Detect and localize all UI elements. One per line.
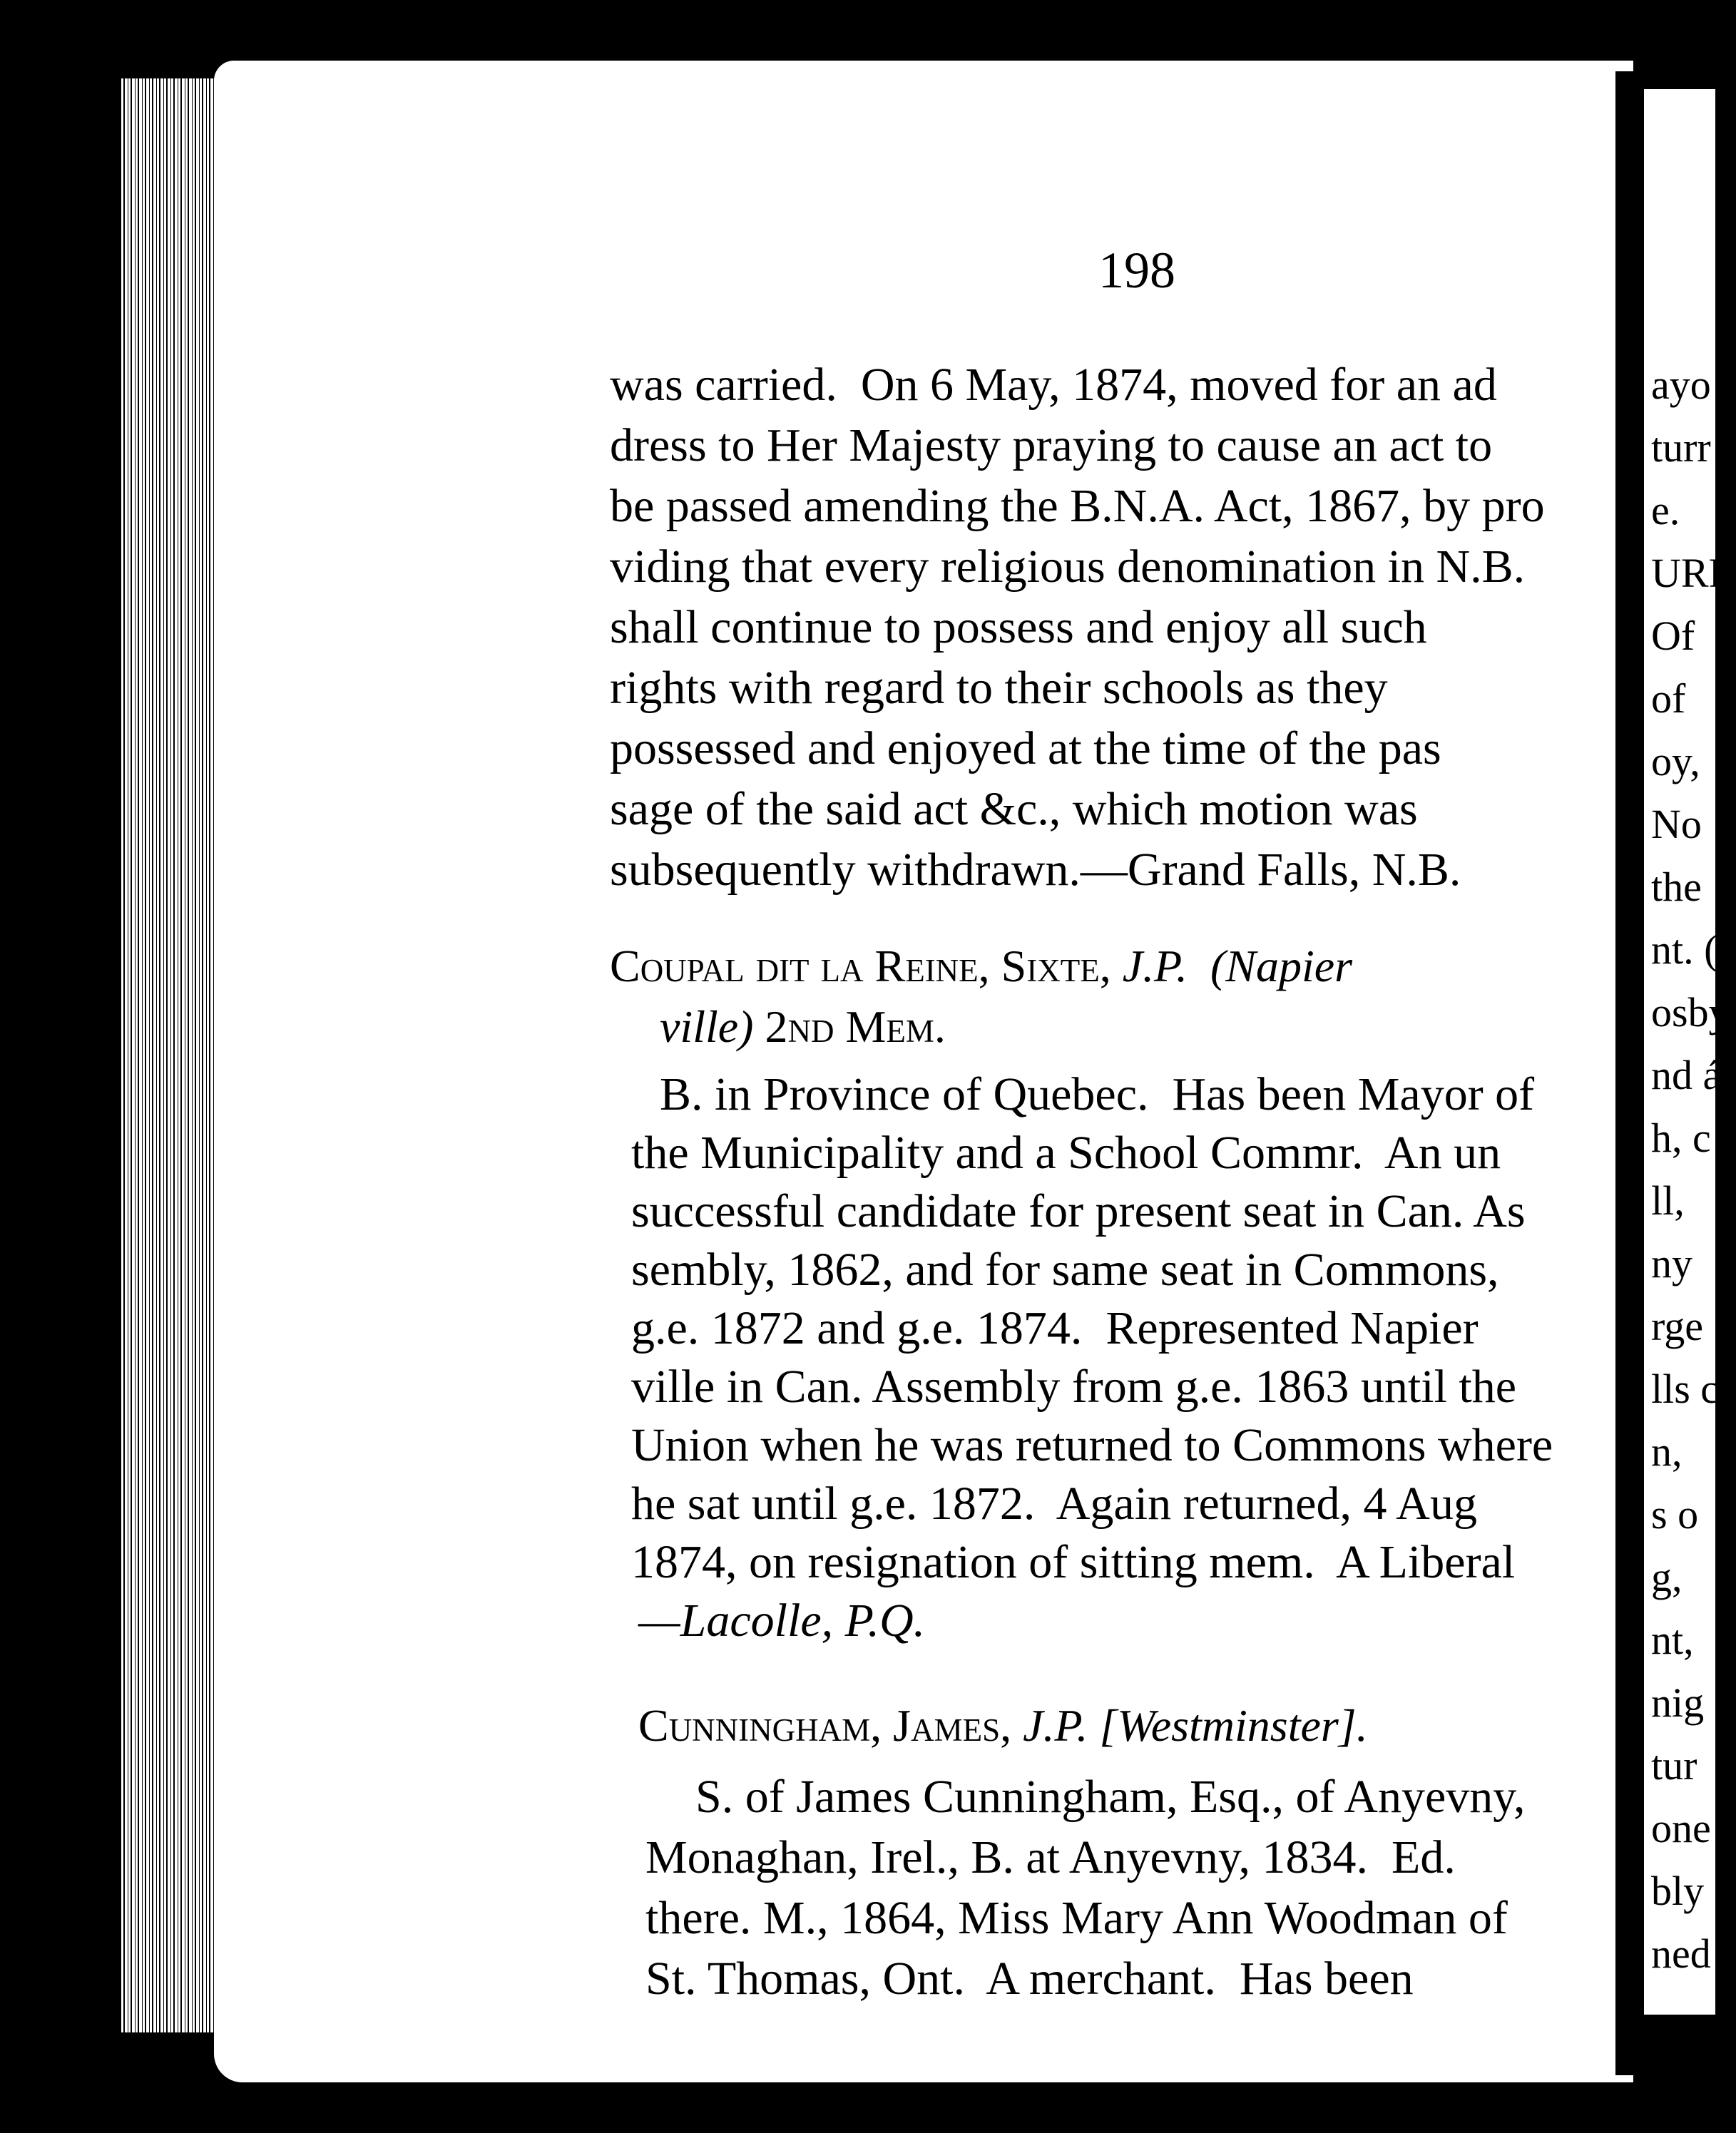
text-line: g.e. 1872 and g.e. 1874. Represented Napier (631, 1302, 1479, 1354)
text-line: ville in Can. Assembly from g.e. 1863 until the (631, 1361, 1517, 1413)
facing-page-fragment-line: No (1651, 801, 1702, 847)
entry-constituency-cont: ville) (660, 1001, 754, 1052)
book-gutter (1615, 71, 1644, 2075)
facing-page-fragment-line: turr (1651, 424, 1711, 471)
text-line: St. Thomas, Ont. A merchant. Has been (645, 1953, 1414, 2005)
text-line: shall continue to possess and enjoy all such (610, 601, 1427, 653)
text-line: be passed amending the B.N.A. Act, 1867, by pro (610, 480, 1545, 532)
entry-title: J.P. (1122, 941, 1188, 991)
text-line: possessed and enjoyed at the time of the pas (610, 722, 1441, 774)
page-edges (121, 78, 228, 2032)
facing-page-fragment-line: oy, (1651, 738, 1700, 784)
facing-page-fragment-line: h, c (1651, 1115, 1711, 1161)
text-line: Monaghan, Irel., B. at Anyevny, 1834. Ed. (645, 1831, 1456, 1883)
text-line: 1874, on resignation of sitting mem. A Liberal (631, 1536, 1516, 1588)
facing-page-fragment-line: ny (1651, 1240, 1692, 1287)
text-line: sage of the said act &c., which motion was (610, 783, 1418, 835)
facing-page-fragment-line: the (1651, 864, 1702, 910)
entry-heading (610, 938, 1615, 995)
facing-page-fragment-line: osby (1651, 989, 1730, 1035)
text-line: S. of James Cunningham, Esq., of Anyevny, (695, 1771, 1526, 1823)
entry-cunningham (610, 1697, 1615, 2025)
facing-page-fragment-line: URR (1651, 550, 1736, 596)
entry-constituency: [Westminster]. (1099, 1700, 1368, 1751)
facing-page-fragment-line: ned (1651, 1930, 1711, 1977)
text-line: there. M., 1864, Miss Mary Ann Woodman of (645, 1892, 1508, 1944)
entry-heading-cont (660, 998, 1615, 1055)
text-line: sembly, 1862, and for same seat in Commons, (631, 1244, 1499, 1296)
facing-page-fragment (1644, 89, 1736, 2015)
entry-name: Coupal dit la Reine, Sixte, (610, 941, 1111, 991)
facing-page-fragment-line: e. (1651, 487, 1680, 533)
paragraph-continued (610, 357, 1615, 899)
text-line: rights with regard to their schools as they (610, 662, 1388, 714)
facing-page-fragment-line: s o (1651, 1491, 1699, 1538)
entry-constituency: (Napier (1210, 941, 1353, 991)
text-line: viding that every religious denomination in N.B. (610, 541, 1526, 593)
entry-coupal (610, 938, 1615, 1658)
facing-page-fragment-line: of (1651, 675, 1686, 722)
entry-heading (638, 1697, 1615, 1754)
text-line: dress to Her Majesty praying to cause an act to (610, 419, 1493, 471)
facing-page-fragment-line: tur (1651, 1742, 1697, 1789)
facing-page-fragment-line: rge (1651, 1303, 1704, 1349)
facing-page-fragment-line: nt, (1651, 1617, 1694, 1663)
text-line: B. in Province of Quebec. Has been Mayor of (660, 1068, 1535, 1120)
entry-title: J.P. (1023, 1700, 1088, 1751)
facing-page-fragment-line: nd á (1651, 1052, 1722, 1098)
facing-page-fragment-line: one (1651, 1805, 1711, 1851)
text-line: he sat until g.e. 1872. Again returned, 4 Aug (631, 1478, 1477, 1530)
residence: —Lacolle, P.Q. (638, 1595, 926, 1647)
facing-page-fragment-line: nt. ( (1651, 926, 1718, 973)
text-line: the Municipality and a School Commr. An un (631, 1127, 1501, 1179)
entry-member: 2nd Mem. (765, 1001, 946, 1052)
facing-page-fragment-line: nig (1651, 1679, 1705, 1726)
facing-page-fragment-line: bly (1651, 1868, 1705, 1914)
page-number: 198 (1098, 242, 1175, 299)
facing-page-fragment-line: lls c (1651, 1366, 1720, 1412)
facing-page-fragment-line: g, (1651, 1554, 1683, 1600)
text-line: was carried. On 6 May, 1874, moved for an ad (610, 359, 1497, 411)
facing-page-fragment-line: n, (1651, 1428, 1683, 1475)
facing-page-fragment-line: Of (1651, 613, 1695, 659)
text-line: Union when he was returned to Commons where (631, 1419, 1553, 1471)
facing-page-fragment-line: ll, (1651, 1177, 1685, 1224)
text-line: successful candidate for present seat in Can. As (631, 1185, 1526, 1237)
text-line: subsequently withdrawn.—Grand Falls, N.B. (610, 844, 1461, 896)
entry-name: Cunningham, James, (638, 1700, 1012, 1751)
facing-page-fragment-line: ayo (1651, 362, 1711, 408)
